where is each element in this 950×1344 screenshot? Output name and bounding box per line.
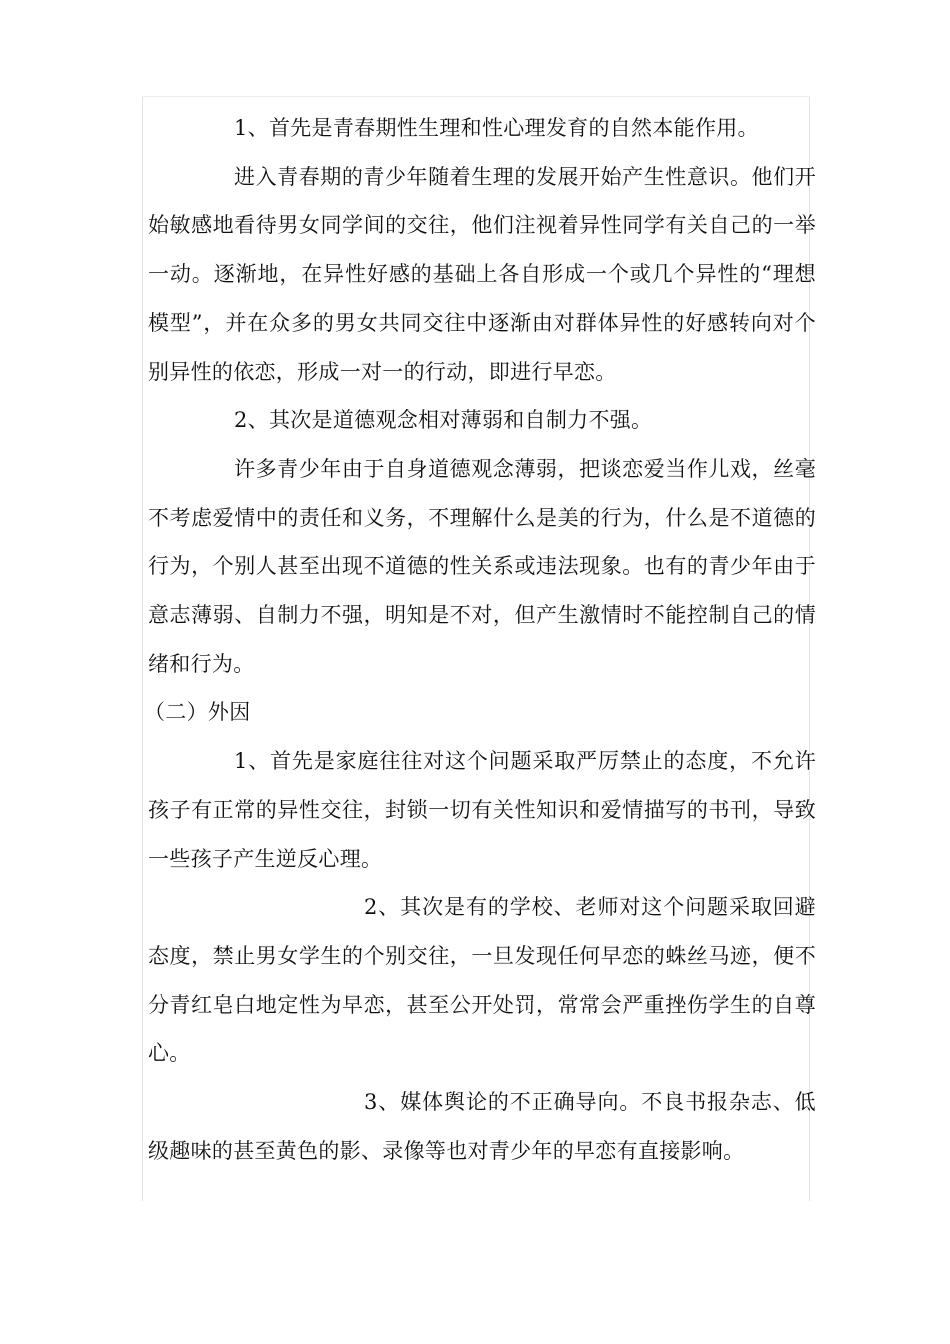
paragraph-internal-cause-1-body: 进入青春期的青少年随着生理的发展开始产生性意识。他们开始敏感地看待男女同学间的交往，他们注视着异性同学有关自己的一举一动。逐渐地，在异性好感的基础上各自形成一个或几个异性的“理想模型”，并在众多的男女共同交往中逐渐由对群体异性的好感转向对个别异性的依恋，形成一对一的行动，即进行早恋。 [148,164,816,384]
paragraph-external-cause-3: 3、媒体舆论的不正确导向。不良书报杂志、低级趣味的甚至黄色的影、录像等也对青少年的早恋有直接影响。 [148,1090,816,1163]
paragraph-internal-cause-2-body: 许多青少年由于自身道德观念薄弱，把谈恋爱当作儿戏，丝毫不考虑爱情中的责任和义务，不理解什么是美的行为，什么是不道德的行为，个别人甚至出现不道德的性关系或违法现象。也有的青少年由于意志薄弱、自制力不强，明知是不对，但产生激情时不能控制自己的情绪和行为。 [148,456,816,676]
paragraph-internal-cause-2-heading: 2、其次是道德观念相对薄弱和自制力不强。 [234,408,653,433]
paragraph-external-cause-1: 1、首先是家庭往往对这个问题采取严厉禁止的态度，不允许孩子有正常的异性交往，封锁一切有关性知识和爱情描写的书刊，导致一些孩子产生逆反心理。 [148,749,816,871]
document-body [144,104,816,1175]
paragraph-external-cause-2: 2、其次是有的学校、老师对这个问题采取回避态度，禁止男女学生的个别交往，一旦发现任何早恋的蛛丝马迹，便不分青红皂白地定性为早恋，甚至公开处罚，常常会严重挫伤学生的自尊心。 [148,895,816,1066]
section-heading-external-causes: （二）外因 [144,700,251,725]
paragraph-internal-cause-1-heading: 1、首先是青春期性生理和性心理发育的自然本能作用。 [234,116,759,140]
